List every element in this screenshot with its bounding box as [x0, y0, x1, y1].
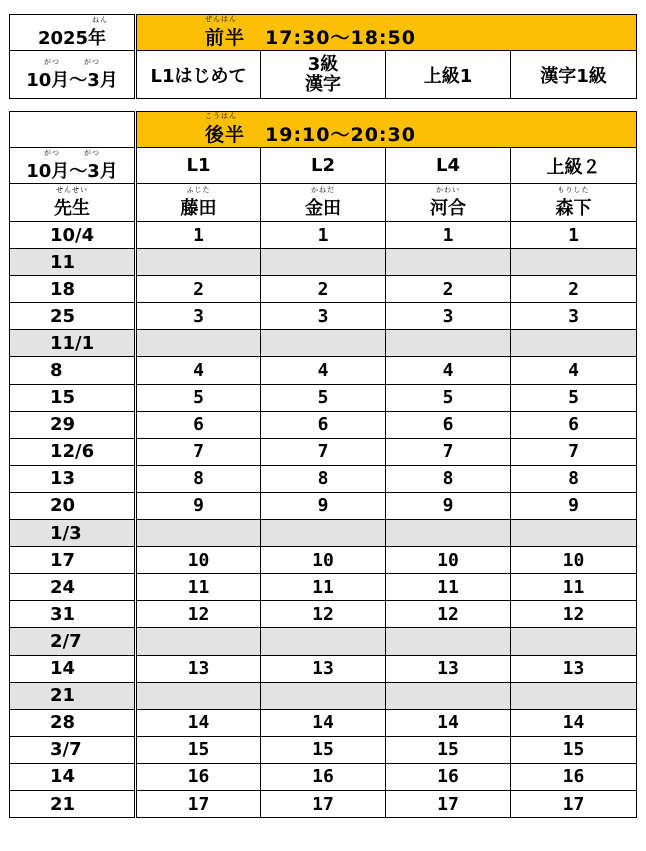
date-cell: 14 — [10, 655, 136, 682]
date-cell: 29 — [10, 411, 136, 438]
date-cell: 17 — [10, 547, 136, 574]
lesson-number-cell: 17 — [386, 790, 511, 817]
lesson-number-cell: 10 — [386, 547, 511, 574]
lesson-number-cell: 9 — [511, 492, 637, 519]
lesson-number-cell: 8 — [511, 465, 637, 492]
lesson-number-cell: 6 — [136, 411, 261, 438]
lesson-number-cell: 6 — [511, 411, 637, 438]
holiday-row — [10, 330, 637, 357]
lesson-number-cell: 8 — [386, 465, 511, 492]
date-cell: 2/7 — [10, 628, 136, 655]
date-cell: 8 — [10, 357, 136, 384]
year-ruby: ねん — [92, 15, 108, 24]
lesson-number-cell: 15 — [136, 736, 261, 763]
lesson-number-cell — [386, 330, 511, 357]
lesson-number-cell: 10 — [261, 547, 386, 574]
lesson-number-cell: 2 — [261, 276, 386, 303]
lesson-number-cell — [136, 249, 261, 276]
lesson-number-cell: 2 — [136, 276, 261, 303]
level-advanced-2: 上級２ — [511, 148, 637, 184]
level-l1: L1 — [136, 148, 261, 184]
date-cell: 21 — [10, 790, 136, 817]
lesson-number-cell: 1 — [261, 222, 386, 249]
date-cell: 31 — [10, 601, 136, 628]
holiday-row — [10, 628, 637, 655]
holiday-row — [10, 682, 637, 709]
second-half-ruby: こうはん — [205, 112, 237, 120]
lesson-number-cell: 5 — [136, 384, 261, 411]
schedule-row — [10, 384, 637, 411]
first-half-header — [136, 15, 637, 51]
teacher-label-cell: せんせい 先生 — [10, 184, 136, 222]
lesson-number-cell: 15 — [261, 736, 386, 763]
schedule-row — [10, 763, 637, 790]
lesson-number-cell: 4 — [386, 357, 511, 384]
second-half-table — [9, 111, 637, 818]
schedule-row — [10, 438, 637, 465]
date-cell: 11/1 — [10, 330, 136, 357]
period-label: 10月～3月 — [26, 69, 118, 91]
lesson-number-cell: 4 — [511, 357, 637, 384]
lesson-number-cell: 15 — [511, 736, 637, 763]
first-half-ruby: ぜんはん — [205, 15, 237, 23]
lesson-number-cell: 14 — [386, 709, 511, 736]
lesson-number-cell: 9 — [386, 492, 511, 519]
schedule-row — [10, 709, 637, 736]
lesson-number-cell: 1 — [386, 222, 511, 249]
first-half-title: 前半 17:30～18:50 — [205, 27, 416, 49]
lesson-number-cell: 16 — [261, 763, 386, 790]
lesson-number-cell — [261, 628, 386, 655]
class-kanji-1: 漢字1級 — [511, 51, 637, 99]
lesson-number-cell: 13 — [136, 655, 261, 682]
class-advanced-1: 上級1 — [386, 51, 511, 99]
lesson-number-cell: 10 — [511, 547, 637, 574]
lesson-number-cell: 4 — [261, 357, 386, 384]
second-half-header — [136, 112, 637, 148]
date-cell: 28 — [10, 709, 136, 736]
lesson-number-cell: 11 — [261, 574, 386, 601]
date-cell: 13 — [10, 465, 136, 492]
teacher-label: 先生 — [54, 197, 90, 219]
lesson-number-cell — [261, 330, 386, 357]
lesson-number-cell: 7 — [511, 438, 637, 465]
date-cell: 14 — [10, 763, 136, 790]
lesson-number-cell: 4 — [136, 357, 261, 384]
lesson-number-cell: 13 — [261, 655, 386, 682]
lesson-number-cell: 7 — [136, 438, 261, 465]
year-cell — [10, 15, 136, 51]
class-l1-beginner: L1はじめて — [136, 51, 261, 99]
schedule-row — [10, 790, 637, 817]
lesson-number-cell: 12 — [511, 601, 637, 628]
period-ruby: がつ がつ — [44, 57, 100, 66]
schedule-row — [10, 222, 637, 249]
lesson-number-cell: 2 — [386, 276, 511, 303]
schedule-row — [10, 411, 637, 438]
second-half-title: 後半 19:10～20:30 — [205, 124, 416, 146]
lesson-number-cell: 15 — [386, 736, 511, 763]
lesson-number-cell: 14 — [511, 709, 637, 736]
lesson-number-cell: 7 — [386, 438, 511, 465]
holiday-row — [10, 520, 637, 547]
lesson-number-cell — [136, 520, 261, 547]
date-cell: 21 — [10, 682, 136, 709]
lesson-number-cell: 16 — [511, 763, 637, 790]
lesson-number-cell: 12 — [386, 601, 511, 628]
teacher-morishita: もりした 森下 — [511, 184, 637, 222]
schedule-row — [10, 276, 637, 303]
lesson-number-cell: 1 — [511, 222, 637, 249]
lesson-number-cell: 3 — [511, 303, 637, 330]
lesson-number-cell: 7 — [261, 438, 386, 465]
lesson-number-cell: 9 — [261, 492, 386, 519]
date-cell: 12/6 — [10, 438, 136, 465]
lesson-number-cell: 8 — [261, 465, 386, 492]
lesson-number-cell: 14 — [261, 709, 386, 736]
lesson-number-cell — [136, 628, 261, 655]
lesson-number-cell: 3 — [261, 303, 386, 330]
date-cell: 3/7 — [10, 736, 136, 763]
date-cell: 15 — [10, 384, 136, 411]
lesson-number-cell — [511, 682, 637, 709]
lesson-number-cell: 5 — [511, 384, 637, 411]
schedule-row — [10, 601, 637, 628]
lesson-number-cell — [386, 682, 511, 709]
date-cell: 20 — [10, 492, 136, 519]
lesson-number-cell: 5 — [386, 384, 511, 411]
lesson-number-cell: 8 — [136, 465, 261, 492]
lesson-number-cell — [386, 520, 511, 547]
lesson-number-cell: 13 — [511, 655, 637, 682]
class-kanji-3: 3級 漢字 — [261, 51, 386, 99]
lesson-number-cell — [261, 682, 386, 709]
lesson-number-cell: 11 — [386, 574, 511, 601]
schedule-row — [10, 736, 637, 763]
teacher-fujita: ふじた 藤田 — [136, 184, 261, 222]
period-cell-2 — [10, 148, 136, 184]
lesson-number-cell — [386, 249, 511, 276]
schedule-row — [10, 547, 637, 574]
lesson-number-cell — [511, 249, 637, 276]
date-cell: 11 — [10, 249, 136, 276]
lesson-number-cell: 17 — [261, 790, 386, 817]
lesson-number-cell — [136, 330, 261, 357]
date-cell: 10/4 — [10, 222, 136, 249]
schedule-row — [10, 655, 637, 682]
lesson-number-cell — [511, 628, 637, 655]
date-cell: 24 — [10, 574, 136, 601]
lesson-number-cell: 3 — [136, 303, 261, 330]
lesson-number-cell: 16 — [386, 763, 511, 790]
level-l4: L4 — [386, 148, 511, 184]
lesson-number-cell: 6 — [386, 411, 511, 438]
date-cell: 25 — [10, 303, 136, 330]
lesson-number-cell: 2 — [511, 276, 637, 303]
corner-cell — [10, 112, 136, 148]
lesson-number-cell: 17 — [511, 790, 637, 817]
lesson-number-cell: 5 — [261, 384, 386, 411]
lesson-number-cell: 11 — [511, 574, 637, 601]
schedule-row — [10, 574, 637, 601]
year-label: 2025年 — [37, 27, 107, 49]
lesson-number-cell: 9 — [136, 492, 261, 519]
period-ruby-2: がつ がつ — [44, 148, 100, 157]
period-label-2: 10月～3月 — [26, 160, 118, 182]
period-cell — [10, 51, 136, 99]
schedule-row — [10, 303, 637, 330]
lesson-number-cell: 17 — [136, 790, 261, 817]
lesson-number-cell — [261, 249, 386, 276]
lesson-number-cell: 14 — [136, 709, 261, 736]
first-half-table — [9, 14, 637, 99]
date-cell: 1/3 — [10, 520, 136, 547]
lesson-number-cell — [386, 628, 511, 655]
schedule-body — [10, 222, 637, 818]
schedule-row — [10, 465, 637, 492]
lesson-number-cell: 3 — [386, 303, 511, 330]
date-cell: 18 — [10, 276, 136, 303]
teacher-kawai: かわい 河合 — [386, 184, 511, 222]
lesson-number-cell — [511, 330, 637, 357]
lesson-number-cell: 6 — [261, 411, 386, 438]
lesson-number-cell — [511, 520, 637, 547]
schedule-row — [10, 357, 637, 384]
lesson-number-cell — [136, 682, 261, 709]
lesson-number-cell: 12 — [261, 601, 386, 628]
holiday-row — [10, 249, 637, 276]
lesson-number-cell: 10 — [136, 547, 261, 574]
lesson-number-cell — [261, 520, 386, 547]
lesson-number-cell: 13 — [386, 655, 511, 682]
level-l2: L2 — [261, 148, 386, 184]
lesson-number-cell: 11 — [136, 574, 261, 601]
lesson-number-cell: 1 — [136, 222, 261, 249]
teacher-kaneda: かねだ 金田 — [261, 184, 386, 222]
lesson-number-cell: 16 — [136, 763, 261, 790]
lesson-number-cell: 12 — [136, 601, 261, 628]
schedule-row — [10, 492, 637, 519]
